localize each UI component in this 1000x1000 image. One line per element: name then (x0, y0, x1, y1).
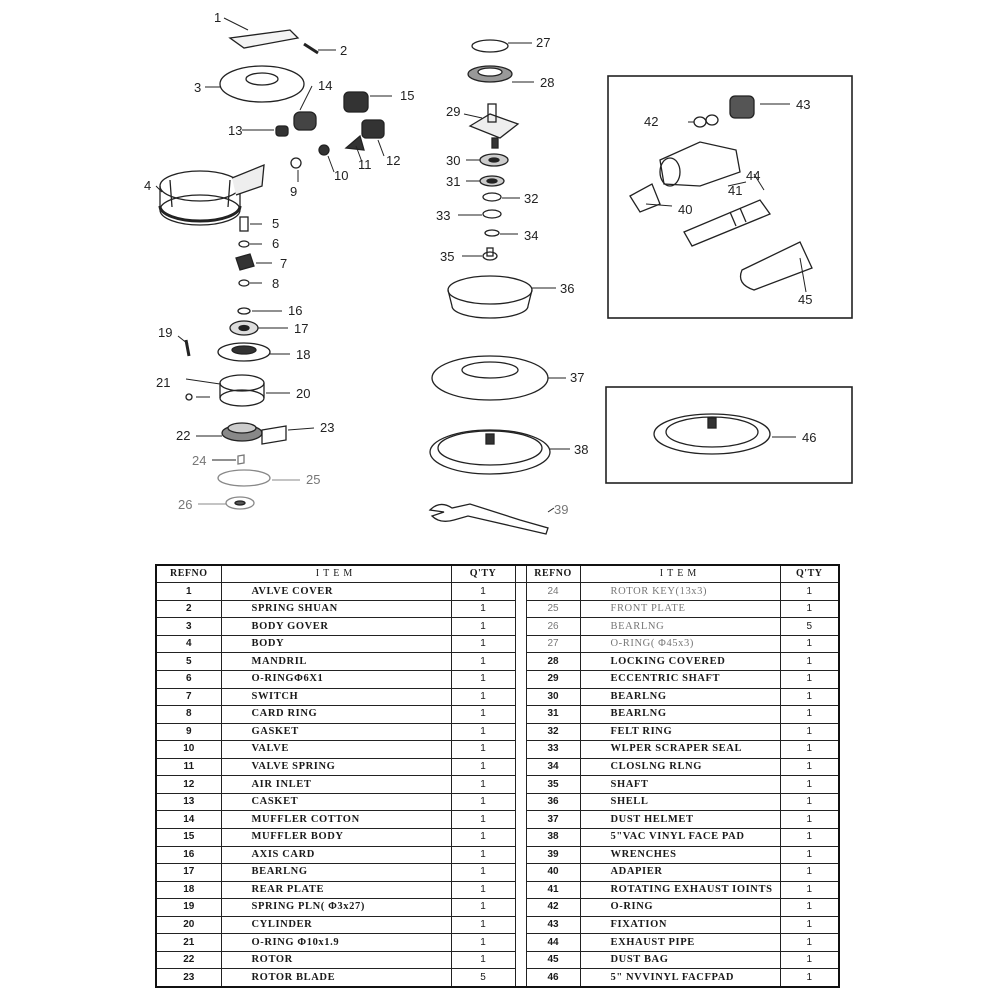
part-6-o-ring (239, 241, 249, 247)
gap-cell (515, 618, 526, 636)
gap-cell (515, 741, 526, 759)
qty-cell: 1 (451, 934, 515, 952)
item-cell: MUFFLER COTTON (221, 811, 451, 829)
qty-cell: 1 (451, 758, 515, 776)
part-9-gasket (291, 158, 301, 168)
item-cell: 5"VAC VINYL FACE PAD (580, 828, 780, 846)
callout-20: 20 (296, 386, 311, 401)
header-refno: REFNO (156, 565, 221, 583)
gap-cell (515, 828, 526, 846)
table-row (156, 846, 839, 864)
part-30-bearing (480, 154, 508, 166)
part-21-o-ring (186, 394, 192, 400)
ref-cell: 7 (156, 688, 221, 706)
part-18-rear-plate (218, 343, 270, 361)
ref-cell: 23 (156, 969, 221, 987)
table-row (156, 811, 839, 829)
callout-42: 42 (644, 114, 659, 129)
qty-cell: 1 (451, 723, 515, 741)
qty-cell: 1 (780, 583, 839, 601)
qty-cell: 1 (451, 583, 515, 601)
part-5-mandril (240, 217, 248, 231)
part-33-wiper-seal (483, 210, 501, 218)
callout-31: 31 (446, 174, 461, 189)
header-qty-right: Q'TY (780, 565, 839, 583)
part-15-muffler-body (344, 92, 368, 112)
qty-cell: 1 (780, 793, 839, 811)
part-25-front-plate (218, 470, 270, 486)
part-12-air-inlet (362, 120, 384, 138)
callout-9: 9 (290, 184, 298, 199)
table-row (156, 706, 839, 724)
qty-cell: 1 (451, 881, 515, 899)
ref-cell: 31 (526, 706, 580, 724)
callout-46: 46 (802, 430, 817, 445)
callout-11: 11 (358, 157, 372, 172)
ref-cell: 8 (156, 706, 221, 724)
callout-2: 2 (340, 43, 348, 58)
callout-45: 45 (798, 292, 813, 307)
table-row (156, 671, 839, 689)
table-row (156, 899, 839, 917)
part-11-valve-spring (346, 136, 364, 150)
ref-cell: 4 (156, 635, 221, 653)
ref-cell: 12 (156, 776, 221, 794)
ref-cell: 6 (156, 671, 221, 689)
qty-cell: 5 (780, 618, 839, 636)
header-item-right: ITEM (580, 565, 780, 583)
callout-19: 19 (158, 325, 173, 340)
gap-cell (515, 811, 526, 829)
ref-cell: 34 (526, 758, 580, 776)
callout-38: 38 (574, 442, 589, 457)
table-header-row (156, 565, 839, 583)
ref-cell: 40 (526, 864, 580, 882)
item-cell: AVLVE COVER (221, 583, 451, 601)
qty-cell: 1 (451, 811, 515, 829)
item-cell: BEARLNG (580, 706, 780, 724)
table-row (156, 741, 839, 759)
part-32-felt-ring (483, 193, 501, 201)
qty-cell: 1 (780, 969, 839, 987)
table-row (156, 776, 839, 794)
item-cell: 5" NVVINYL FACFPAD (580, 969, 780, 987)
part-40-adapter (630, 184, 660, 212)
callout-18: 18 (296, 347, 311, 362)
ref-cell: 24 (526, 583, 580, 601)
ref-cell: 27 (526, 635, 580, 653)
qty-cell: 1 (780, 881, 839, 899)
ref-cell: 13 (156, 793, 221, 811)
item-cell: O-RINGΦ6X1 (221, 671, 451, 689)
ref-cell: 37 (526, 811, 580, 829)
qty-cell: 1 (451, 776, 515, 794)
gap-cell (515, 688, 526, 706)
part-20-cylinder (220, 375, 264, 406)
table-row (156, 635, 839, 653)
part-22-rotor (222, 423, 262, 441)
part-1-valve-cover (230, 30, 298, 48)
part-10-valve (319, 145, 329, 155)
qty-cell: 1 (780, 934, 839, 952)
item-cell: BODY GOVER (221, 618, 451, 636)
part-36-shell (448, 276, 532, 318)
table-row (156, 758, 839, 776)
ref-cell: 45 (526, 951, 580, 969)
table-row (156, 951, 839, 969)
qty-cell: 1 (451, 600, 515, 618)
part-8-card-ring (239, 280, 249, 286)
ref-cell: 33 (526, 741, 580, 759)
item-cell: DUST BAG (580, 951, 780, 969)
item-cell: ECCENTRIC SHAFT (580, 671, 780, 689)
table-row (156, 828, 839, 846)
qty-cell: 1 (451, 793, 515, 811)
item-cell: O-RING( Φ45x3) (580, 635, 780, 653)
part-26-bearing (226, 497, 254, 509)
item-cell: BEARLNG (580, 618, 780, 636)
gap-cell (515, 600, 526, 618)
gap-cell (515, 671, 526, 689)
callout-16: 16 (288, 303, 303, 318)
callout-32: 32 (524, 191, 539, 206)
callout-27: 27 (536, 35, 551, 50)
qty-cell: 1 (780, 600, 839, 618)
item-cell: MUFFLER BODY (221, 828, 451, 846)
part-42-o-ring (694, 115, 718, 127)
callout-3: 3 (194, 80, 202, 95)
table-row (156, 618, 839, 636)
parts-list-table (155, 564, 840, 988)
ref-cell: 32 (526, 723, 580, 741)
qty-cell: 1 (780, 899, 839, 917)
item-cell: ROTOR KEY(13x3) (580, 583, 780, 601)
ref-cell: 17 (156, 864, 221, 882)
ref-cell: 3 (156, 618, 221, 636)
callout-23: 23 (320, 420, 335, 435)
callout-6: 6 (272, 236, 280, 251)
ref-cell: 44 (526, 934, 580, 952)
callout-34: 34 (524, 228, 539, 243)
gap-cell (515, 881, 526, 899)
part-29-eccentric-shaft (470, 104, 518, 148)
item-cell: FRONT PLATE (580, 600, 780, 618)
item-cell: GASKET (221, 723, 451, 741)
qty-cell: 1 (780, 741, 839, 759)
part-13-casket (276, 126, 288, 136)
item-cell: BODY (221, 635, 451, 653)
qty-cell: 1 (451, 618, 515, 636)
ref-cell: 30 (526, 688, 580, 706)
gap-cell (515, 969, 526, 987)
ref-cell: 41 (526, 881, 580, 899)
callout-37: 37 (570, 370, 585, 385)
item-cell: AIR INLET (221, 776, 451, 794)
qty-cell: 1 (451, 653, 515, 671)
part-23-rotor-blade (262, 426, 286, 444)
item-cell: VALVE SPRING (221, 758, 451, 776)
callout-40: 40 (678, 202, 693, 217)
item-cell: AXIS CARD (221, 846, 451, 864)
callout-30: 30 (446, 153, 461, 168)
ref-cell: 38 (526, 828, 580, 846)
callout-36: 36 (560, 281, 575, 296)
ref-cell: 20 (156, 916, 221, 934)
item-cell: CYLINDER (221, 916, 451, 934)
header-item: ITEM (221, 565, 451, 583)
qty-cell: 1 (451, 671, 515, 689)
callout-43: 43 (796, 97, 811, 112)
item-cell: EXHAUST PIPE (580, 934, 780, 952)
part-27-o-ring (472, 40, 508, 52)
ref-cell: 46 (526, 969, 580, 987)
ref-cell: 19 (156, 899, 221, 917)
gap-cell (515, 934, 526, 952)
item-cell: BEARLNG (221, 864, 451, 882)
callout-17: 17 (294, 321, 309, 336)
item-cell: ROTOR BLADE (221, 969, 451, 987)
qty-cell: 1 (451, 916, 515, 934)
item-cell: LOCKING COVERED (580, 653, 780, 671)
callout-22: 22 (176, 428, 191, 443)
table-row (156, 934, 839, 952)
ref-cell: 2 (156, 600, 221, 618)
gap-cell (515, 916, 526, 934)
qty-cell: 1 (780, 635, 839, 653)
item-cell: CLOSLNG RLNG (580, 758, 780, 776)
gap-cell (515, 706, 526, 724)
ref-cell: 16 (156, 846, 221, 864)
gap-cell (515, 846, 526, 864)
part-14-muffler-cotton (294, 112, 316, 130)
ref-cell: 26 (526, 618, 580, 636)
item-cell: MANDRIL (221, 653, 451, 671)
part-16-axis-card (238, 308, 250, 314)
callout-44: 44 (746, 168, 761, 183)
gap-cell (515, 583, 526, 601)
item-cell: BEARLNG (580, 688, 780, 706)
item-cell: REAR PLATE (221, 881, 451, 899)
ref-cell: 22 (156, 951, 221, 969)
gap-cell (515, 723, 526, 741)
item-cell: SPRING SHUAN (221, 600, 451, 618)
qty-cell: 1 (780, 828, 839, 846)
ref-cell: 42 (526, 899, 580, 917)
table-row (156, 600, 839, 618)
callout-14: 14 (318, 78, 333, 93)
item-cell: VALVE (221, 741, 451, 759)
gap-cell (515, 951, 526, 969)
part-34-closing-ring (485, 230, 499, 236)
callout-12: 12 (386, 153, 401, 168)
header-refno-right: REFNO (526, 565, 580, 583)
callout-28: 28 (540, 75, 555, 90)
part-17-bearing (230, 321, 258, 335)
qty-cell: 1 (780, 811, 839, 829)
ref-cell: 36 (526, 793, 580, 811)
qty-cell: 1 (451, 635, 515, 653)
item-cell: CARD RING (221, 706, 451, 724)
part-39-wrench (430, 504, 548, 534)
callout-21: 21 (156, 375, 171, 390)
part-2-spring-pin (304, 44, 318, 53)
item-cell: O-RING Φ10x1.9 (221, 934, 451, 952)
part-41-rotating-exhaust-joint (660, 142, 740, 186)
ref-cell: 1 (156, 583, 221, 601)
ref-cell: 29 (526, 671, 580, 689)
qty-cell: 5 (451, 969, 515, 987)
header-qty: Q'TY (451, 565, 515, 583)
callout-33: 33 (436, 208, 451, 223)
qty-cell: 1 (780, 688, 839, 706)
part-35-shaft (483, 248, 497, 260)
qty-cell: 1 (451, 741, 515, 759)
callout-26: 26 (178, 497, 193, 512)
part-31-bearing (480, 176, 504, 186)
table-row (156, 881, 839, 899)
part-43-fixation (730, 96, 754, 118)
qty-cell: 1 (780, 653, 839, 671)
qty-cell: 1 (451, 899, 515, 917)
callout-5: 5 (272, 216, 280, 231)
part-28-locking-cover (468, 66, 512, 82)
qty-cell: 1 (780, 671, 839, 689)
ref-cell: 21 (156, 934, 221, 952)
qty-cell: 1 (451, 706, 515, 724)
callout-24: 24 (192, 453, 207, 468)
part-7-switch (236, 254, 254, 270)
item-cell: DUST HELMET (580, 811, 780, 829)
callout-8: 8 (272, 276, 280, 291)
ref-cell: 43 (526, 916, 580, 934)
ref-cell: 14 (156, 811, 221, 829)
table-row (156, 916, 839, 934)
part-37-dust-helmet (432, 356, 548, 400)
item-cell: FELT RING (580, 723, 780, 741)
gap-cell (515, 864, 526, 882)
item-cell: SHAFT (580, 776, 780, 794)
qty-cell: 1 (780, 864, 839, 882)
parts-table-body (156, 583, 839, 987)
gap-cell (515, 653, 526, 671)
qty-cell: 1 (780, 723, 839, 741)
ref-cell: 11 (156, 758, 221, 776)
item-cell: WLPER SCRAPER SEAL (580, 741, 780, 759)
table-row (156, 864, 839, 882)
part-4-body (160, 165, 264, 225)
gap-cell (515, 776, 526, 794)
ref-cell: 15 (156, 828, 221, 846)
qty-cell: 1 (780, 916, 839, 934)
item-cell: CASKET (221, 793, 451, 811)
callout-29: 29 (446, 104, 461, 119)
ref-cell: 25 (526, 600, 580, 618)
ref-cell: 39 (526, 846, 580, 864)
callout-7: 7 (280, 256, 288, 271)
part-3-body-cover (220, 66, 304, 102)
part-44-exhaust-pipe (684, 200, 770, 246)
gap-cell (515, 635, 526, 653)
qty-cell: 1 (451, 951, 515, 969)
ref-cell: 18 (156, 881, 221, 899)
callout-39: 39 (554, 502, 569, 517)
callout-4: 4 (144, 178, 152, 193)
qty-cell: 1 (780, 706, 839, 724)
callout-1: 1 (214, 10, 222, 25)
callout-41: 41 (728, 183, 743, 198)
item-cell: SWITCH (221, 688, 451, 706)
part-24-rotor-key (238, 455, 244, 464)
ref-cell: 28 (526, 653, 580, 671)
table-row (156, 723, 839, 741)
callout-13: 13 (228, 123, 243, 138)
qty-cell: 1 (451, 688, 515, 706)
table-row (156, 969, 839, 987)
callout-10: 10 (334, 168, 349, 183)
qty-cell: 1 (451, 828, 515, 846)
item-cell: ROTOR (221, 951, 451, 969)
gap-cell (515, 758, 526, 776)
item-cell: ROTATING EXHAUST IOINTS (580, 881, 780, 899)
item-cell: FIXATION (580, 916, 780, 934)
qty-cell: 1 (780, 776, 839, 794)
qty-cell: 1 (780, 758, 839, 776)
qty-cell: 1 (451, 846, 515, 864)
item-cell: WRENCHES (580, 846, 780, 864)
gap-cell (515, 793, 526, 811)
part-38-vac-face-pad (430, 430, 550, 474)
table-row (156, 653, 839, 671)
item-cell: O-RING (580, 899, 780, 917)
ref-cell: 35 (526, 776, 580, 794)
ref-cell: 10 (156, 741, 221, 759)
gap-cell (515, 899, 526, 917)
table-row (156, 583, 839, 601)
callout-25: 25 (306, 472, 321, 487)
table-row (156, 793, 839, 811)
qty-cell: 1 (780, 951, 839, 969)
part-46-vinyl-face-pad (654, 414, 770, 454)
qty-cell: 1 (780, 846, 839, 864)
item-cell: SHELL (580, 793, 780, 811)
callout-15: 15 (400, 88, 415, 103)
ref-cell: 5 (156, 653, 221, 671)
ref-cell: 9 (156, 723, 221, 741)
qty-cell: 1 (451, 864, 515, 882)
item-cell: SPRING PLN( Φ3x27) (221, 899, 451, 917)
item-cell: ADAPIER (580, 864, 780, 882)
callout-35: 35 (440, 249, 455, 264)
table-row (156, 688, 839, 706)
